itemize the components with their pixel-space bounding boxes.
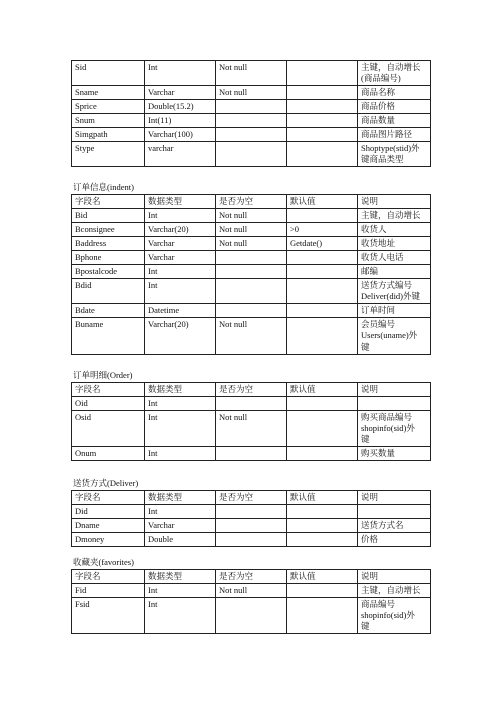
table-cell: Bphone <box>72 251 145 265</box>
table-cell <box>358 505 431 519</box>
table-row <box>72 279 431 304</box>
table-cell: 是否为空 <box>216 570 287 584</box>
table-cell: 主键，自动增长 <box>358 584 431 598</box>
table-cell: 说明 <box>358 491 431 505</box>
table-cell: 字段名 <box>72 570 145 584</box>
table-cell: Int <box>145 265 216 279</box>
table-title: 订单明细(Order) <box>73 370 133 380</box>
table-cell: 商品数量 <box>358 114 431 128</box>
table-cell: Sid <box>72 61 145 86</box>
table-cell <box>216 533 287 547</box>
table-cell: 默认值 <box>287 570 358 584</box>
table-cell <box>287 279 358 304</box>
table-cell: Not null <box>216 318 287 354</box>
table-cell: 数据类型 <box>145 570 216 584</box>
table-row <box>72 209 431 223</box>
table-cell: Double(15.2) <box>145 100 216 114</box>
table-cell: Fsid <box>72 598 145 634</box>
table-cell <box>287 251 358 265</box>
table-cell: Bid <box>72 209 145 223</box>
table-cell: Int <box>145 61 216 86</box>
table-cell: Bconsignee <box>72 223 145 237</box>
table-row <box>72 86 431 100</box>
table-cell: 订单时间 <box>358 304 431 318</box>
table-cell <box>287 142 358 167</box>
table-cell: Int <box>145 598 216 634</box>
table-cell <box>216 100 287 114</box>
table-cell: 商品编号 shopinfo(sid)外 键 <box>358 598 431 634</box>
table-cell <box>358 397 431 411</box>
table-cell: Varchar <box>145 251 216 265</box>
table-header-row <box>72 570 431 584</box>
table-row <box>72 223 431 237</box>
table-cell: Sprice <box>72 100 145 114</box>
table-cell: Snum <box>72 114 145 128</box>
table-cell: Int <box>145 209 216 223</box>
table-row <box>72 128 431 142</box>
table-section <box>71 368 430 461</box>
table-cell: Not null <box>216 209 287 223</box>
table-cell: 送货方式名 <box>358 519 431 533</box>
table-cell: 数据类型 <box>145 195 216 209</box>
table-cell: Int <box>145 584 216 598</box>
table-row <box>72 505 431 519</box>
table-row <box>72 533 431 547</box>
table-row <box>72 447 431 461</box>
table-cell: Not null <box>216 584 287 598</box>
table-cell: 价格 <box>358 533 431 547</box>
table-cell <box>287 128 358 142</box>
table-cell: Int <box>145 505 216 519</box>
table-cell: 商品图片路径 <box>358 128 431 142</box>
table-row <box>72 584 431 598</box>
table-cell: Int <box>145 279 216 304</box>
table-cell: 收货地址 <box>358 237 431 251</box>
table-cell <box>216 142 287 167</box>
table-cell: Dmoney <box>72 533 145 547</box>
table-section <box>71 60 430 167</box>
table-cell: Oid <box>72 397 145 411</box>
table-cell: Varchar <box>145 519 216 533</box>
table-row <box>72 304 431 318</box>
field-table <box>71 569 431 634</box>
table-cell <box>216 447 287 461</box>
table-cell: Shoptype(stid)外 键商品类型 <box>358 142 431 167</box>
table-cell <box>287 304 358 318</box>
table-cell: varchar <box>145 142 216 167</box>
table-cell: 邮编 <box>358 265 431 279</box>
table-cell: 说明 <box>358 195 431 209</box>
table-title: 收藏夹(favorites) <box>73 557 134 567</box>
table-row <box>72 251 431 265</box>
table-cell <box>287 114 358 128</box>
table-title: 订单信息(indent) <box>73 182 134 192</box>
table-row <box>72 265 431 279</box>
table-cell: Getdate() <box>287 237 358 251</box>
table-cell: 数据类型 <box>145 491 216 505</box>
table-cell: Not null <box>216 86 287 100</box>
table-cell: 主键，自动增长 (商品编号) <box>358 61 431 86</box>
table-cell: 说明 <box>358 570 431 584</box>
table-cell <box>216 114 287 128</box>
table-section <box>71 180 430 355</box>
table-cell: Buname <box>72 318 145 354</box>
table-cell: Not null <box>216 411 287 447</box>
table-cell: Varchar <box>145 237 216 251</box>
table-cell: Osid <box>72 411 145 447</box>
table-section <box>71 555 430 634</box>
table-cell: Varchar(100) <box>145 128 216 142</box>
table-row <box>72 397 431 411</box>
table-cell <box>287 318 358 354</box>
table-cell <box>287 584 358 598</box>
table-cell: 主键，自动增长 <box>358 209 431 223</box>
table-cell <box>287 100 358 114</box>
table-cell: Int <box>145 397 216 411</box>
table-cell <box>216 519 287 533</box>
table-cell: Fid <box>72 584 145 598</box>
table-cell: Datetime <box>145 304 216 318</box>
table-cell <box>216 128 287 142</box>
table-cell: 购买商品编号 shopinfo(sid)外 键 <box>358 411 431 447</box>
table-row <box>72 142 431 167</box>
table-cell: Bdate <box>72 304 145 318</box>
table-cell: Double <box>145 533 216 547</box>
table-row <box>72 237 431 251</box>
table-cell: 会员编号 Users(uname)外 键 <box>358 318 431 354</box>
table-row <box>72 114 431 128</box>
table-cell: Varchar <box>145 86 216 100</box>
field-table <box>71 60 431 167</box>
table-cell <box>287 519 358 533</box>
table-row <box>72 519 431 533</box>
table-row <box>72 100 431 114</box>
table-cell: >0 <box>287 223 358 237</box>
table-cell: Sname <box>72 86 145 100</box>
table-cell: Stype <box>72 142 145 167</box>
table-section <box>71 476 430 547</box>
table-cell: Int <box>145 447 216 461</box>
table-header-row <box>72 383 431 397</box>
table-row <box>72 61 431 86</box>
table-cell: 商品价格 <box>358 100 431 114</box>
table-cell: 字段名 <box>72 195 145 209</box>
table-cell: 数据类型 <box>145 383 216 397</box>
table-cell: Baddress <box>72 237 145 251</box>
table-cell: 字段名 <box>72 491 145 505</box>
table-cell: Bpostalcode <box>72 265 145 279</box>
field-table <box>71 490 431 547</box>
table-cell: 说明 <box>358 383 431 397</box>
table-cell: Varchar(20) <box>145 223 216 237</box>
table-cell: Not null <box>216 61 287 86</box>
table-cell: 是否为空 <box>216 195 287 209</box>
table-cell <box>287 598 358 634</box>
table-cell: Dname <box>72 519 145 533</box>
table-cell: Not null <box>216 237 287 251</box>
table-cell: 默认值 <box>287 383 358 397</box>
table-cell: 是否为空 <box>216 491 287 505</box>
table-cell: 收货人电话 <box>358 251 431 265</box>
table-cell: Simgpath <box>72 128 145 142</box>
table-cell: Did <box>72 505 145 519</box>
table-cell: 字段名 <box>72 383 145 397</box>
table-cell: Int(11) <box>145 114 216 128</box>
table-cell: Bdid <box>72 279 145 304</box>
table-cell <box>287 61 358 86</box>
field-table <box>71 382 431 461</box>
table-row <box>72 598 431 634</box>
table-cell <box>216 251 287 265</box>
table-cell: 默认值 <box>287 195 358 209</box>
table-header-row <box>72 195 431 209</box>
table-cell: 收货人 <box>358 223 431 237</box>
table-cell <box>287 447 358 461</box>
table-cell: Not null <box>216 223 287 237</box>
table-cell <box>287 397 358 411</box>
table-cell <box>287 505 358 519</box>
table-cell <box>287 86 358 100</box>
table-cell: Int <box>145 411 216 447</box>
table-cell <box>287 265 358 279</box>
table-cell: 送货方式编号 Deliver(did)外键 <box>358 279 431 304</box>
table-cell: 默认值 <box>287 491 358 505</box>
table-cell <box>216 598 287 634</box>
field-table <box>71 194 431 355</box>
table-header-row <box>72 491 431 505</box>
table-cell: Varchar(20) <box>145 318 216 354</box>
table-cell <box>216 279 287 304</box>
table-cell: 商品名称 <box>358 86 431 100</box>
table-cell <box>287 533 358 547</box>
table-row <box>72 411 431 447</box>
table-cell <box>216 505 287 519</box>
table-cell <box>216 397 287 411</box>
table-cell <box>287 209 358 223</box>
table-row <box>72 318 431 354</box>
table-cell <box>287 411 358 447</box>
table-cell: 是否为空 <box>216 383 287 397</box>
table-title: 送货方式(Deliver) <box>73 478 139 488</box>
table-cell <box>216 304 287 318</box>
table-cell: 购买数量 <box>358 447 431 461</box>
table-cell: Onum <box>72 447 145 461</box>
table-cell <box>216 265 287 279</box>
